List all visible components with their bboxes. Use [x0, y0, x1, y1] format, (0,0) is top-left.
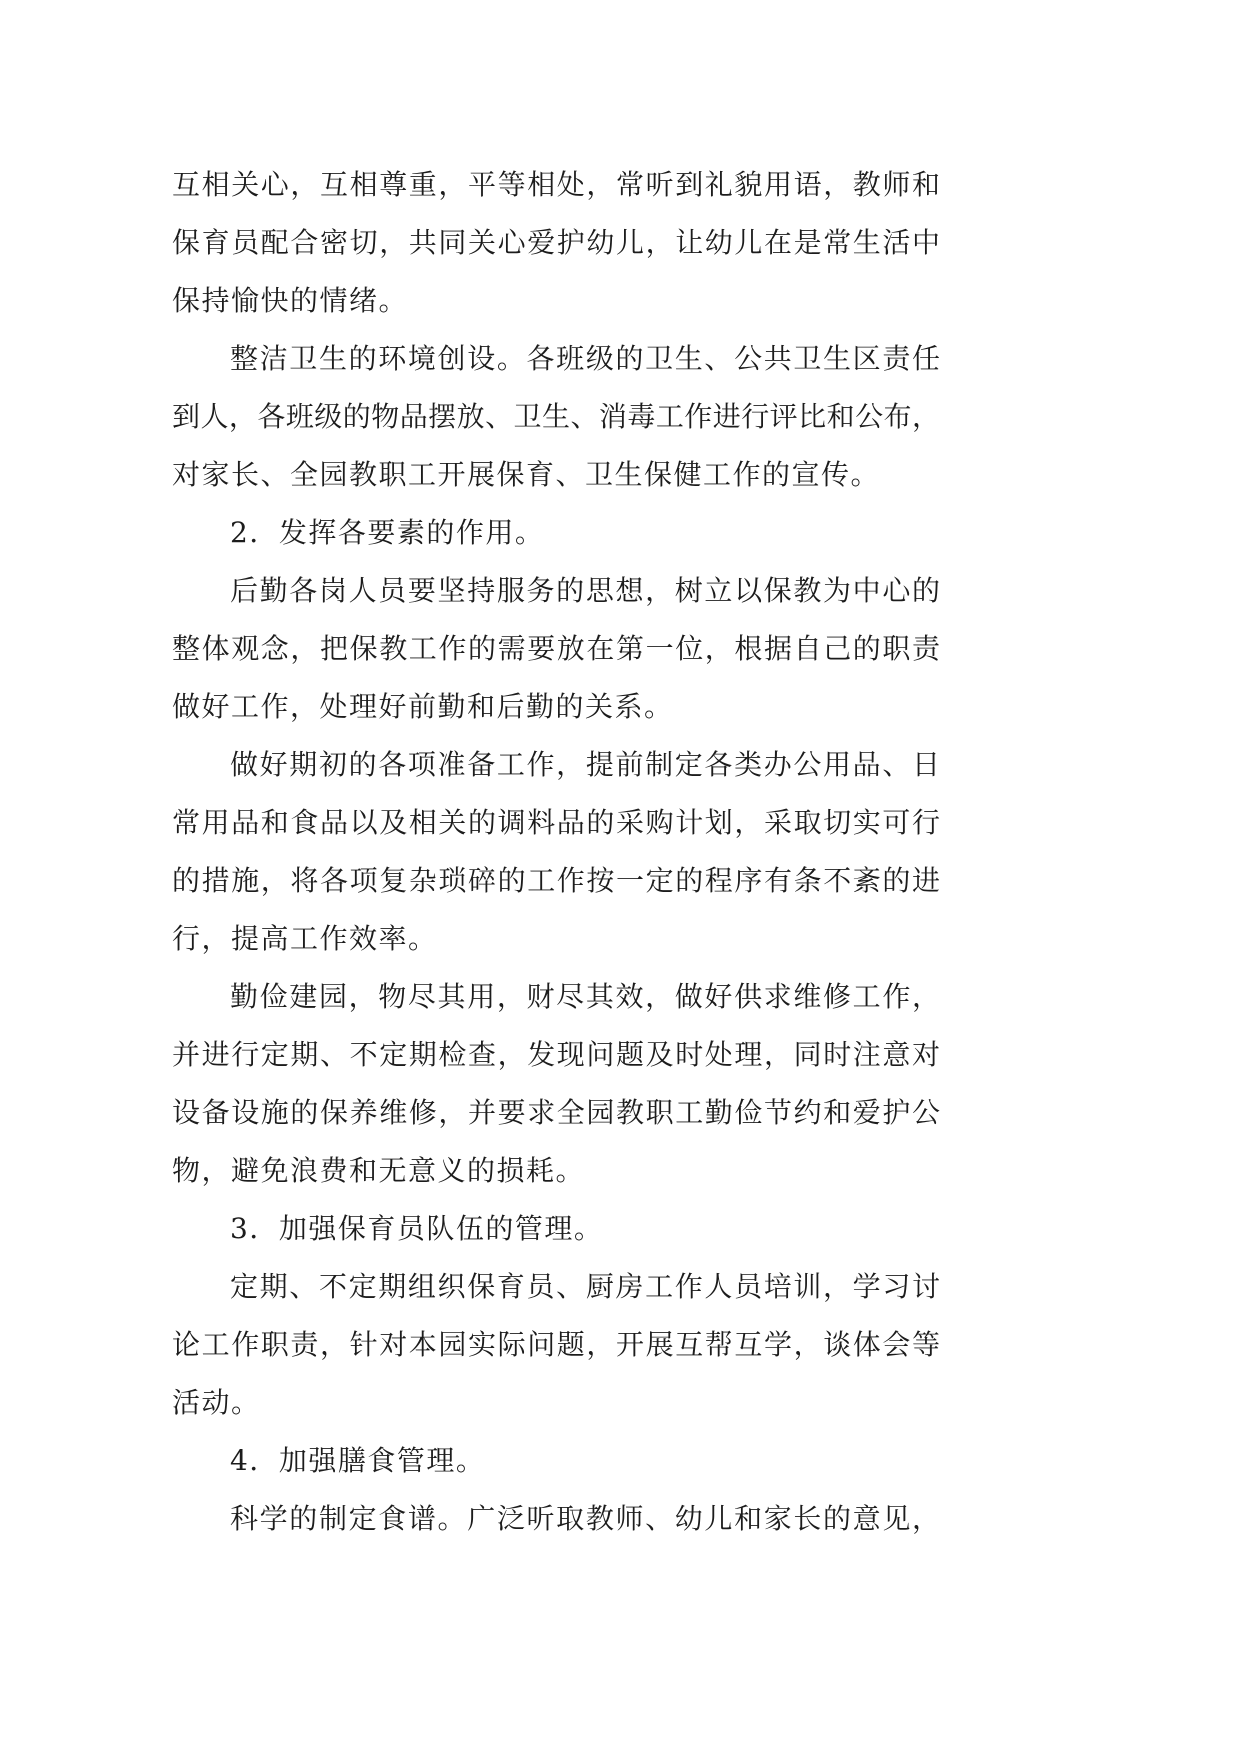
text-line: 物，避免浪费和无意义的损耗。 — [172, 1154, 586, 1187]
paragraph-continuation — [172, 156, 940, 330]
section-heading: 3．加强保育员队伍的管理。 — [230, 1212, 604, 1245]
text-line: 互相关心，互相尊重，平等相处，常听到礼貌用语，教师和 — [172, 168, 940, 201]
text-line: 科学的制定食谱。广泛听取教师、幼儿和家长的意见， — [230, 1502, 940, 1535]
document-body — [172, 156, 940, 1548]
text-line: 的措施，将各项复杂琐碎的工作按一定的程序有条不紊的进 — [172, 864, 940, 897]
text-line: 做好期初的各项准备工作，提前制定各类办公用品、日 — [230, 748, 940, 781]
paragraph-preparation — [172, 736, 940, 968]
text-line: 做好工作，处理好前勤和后勤的关系。 — [172, 690, 674, 723]
text-line: 后勤各岗人员要坚持服务的思想，树立以保教为中心的 — [230, 574, 940, 607]
text-line: 活动。 — [172, 1386, 261, 1419]
text-line: 到人，各班级的物品摆放、卫生、消毒工作进行评比和公布， — [172, 400, 940, 433]
text-line: 整体观念，把保教工作的需要放在第一位，根据自己的职责 — [172, 632, 940, 665]
paragraph-logistics — [172, 562, 940, 736]
text-line: 常用品和食品以及相关的调料品的采购计划，采取切实可行 — [172, 806, 940, 839]
text-line: 论工作职责，针对本园实际问题，开展互帮互学，谈体会等 — [172, 1328, 940, 1361]
paragraph-training — [172, 1258, 940, 1432]
paragraph-menu — [172, 1490, 940, 1548]
section-heading: 4．加强膳食管理。 — [230, 1444, 486, 1477]
text-line: 行，提高工作效率。 — [172, 922, 438, 955]
section-heading-4 — [172, 1432, 940, 1490]
paragraph-thrift — [172, 968, 940, 1200]
text-line: 定期、不定期组织保育员、厨房工作人员培训，学习讨 — [230, 1270, 940, 1303]
section-heading: 2．发挥各要素的作用。 — [230, 516, 545, 549]
text-line: 并进行定期、不定期检查，发现问题及时处理，同时注意对 — [172, 1038, 940, 1071]
section-heading-2 — [172, 504, 940, 562]
text-line: 整洁卫生的环境创设。各班级的卫生、公共卫生区责任 — [230, 342, 940, 375]
text-line: 保持愉快的情绪。 — [172, 284, 409, 317]
text-line: 保育员配合密切，共同关心爱护幼儿，让幼儿在是常生活中 — [172, 226, 940, 259]
text-line: 勤俭建园，物尽其用，财尽其效，做好供求维修工作， — [230, 980, 940, 1013]
text-line: 对家长、全园教职工开展保育、卫生保健工作的宣传。 — [172, 458, 881, 491]
section-heading-3 — [172, 1200, 940, 1258]
paragraph-environment — [172, 330, 940, 504]
text-line: 设备设施的保养维修，并要求全园教职工勤俭节约和爱护公 — [172, 1096, 940, 1129]
